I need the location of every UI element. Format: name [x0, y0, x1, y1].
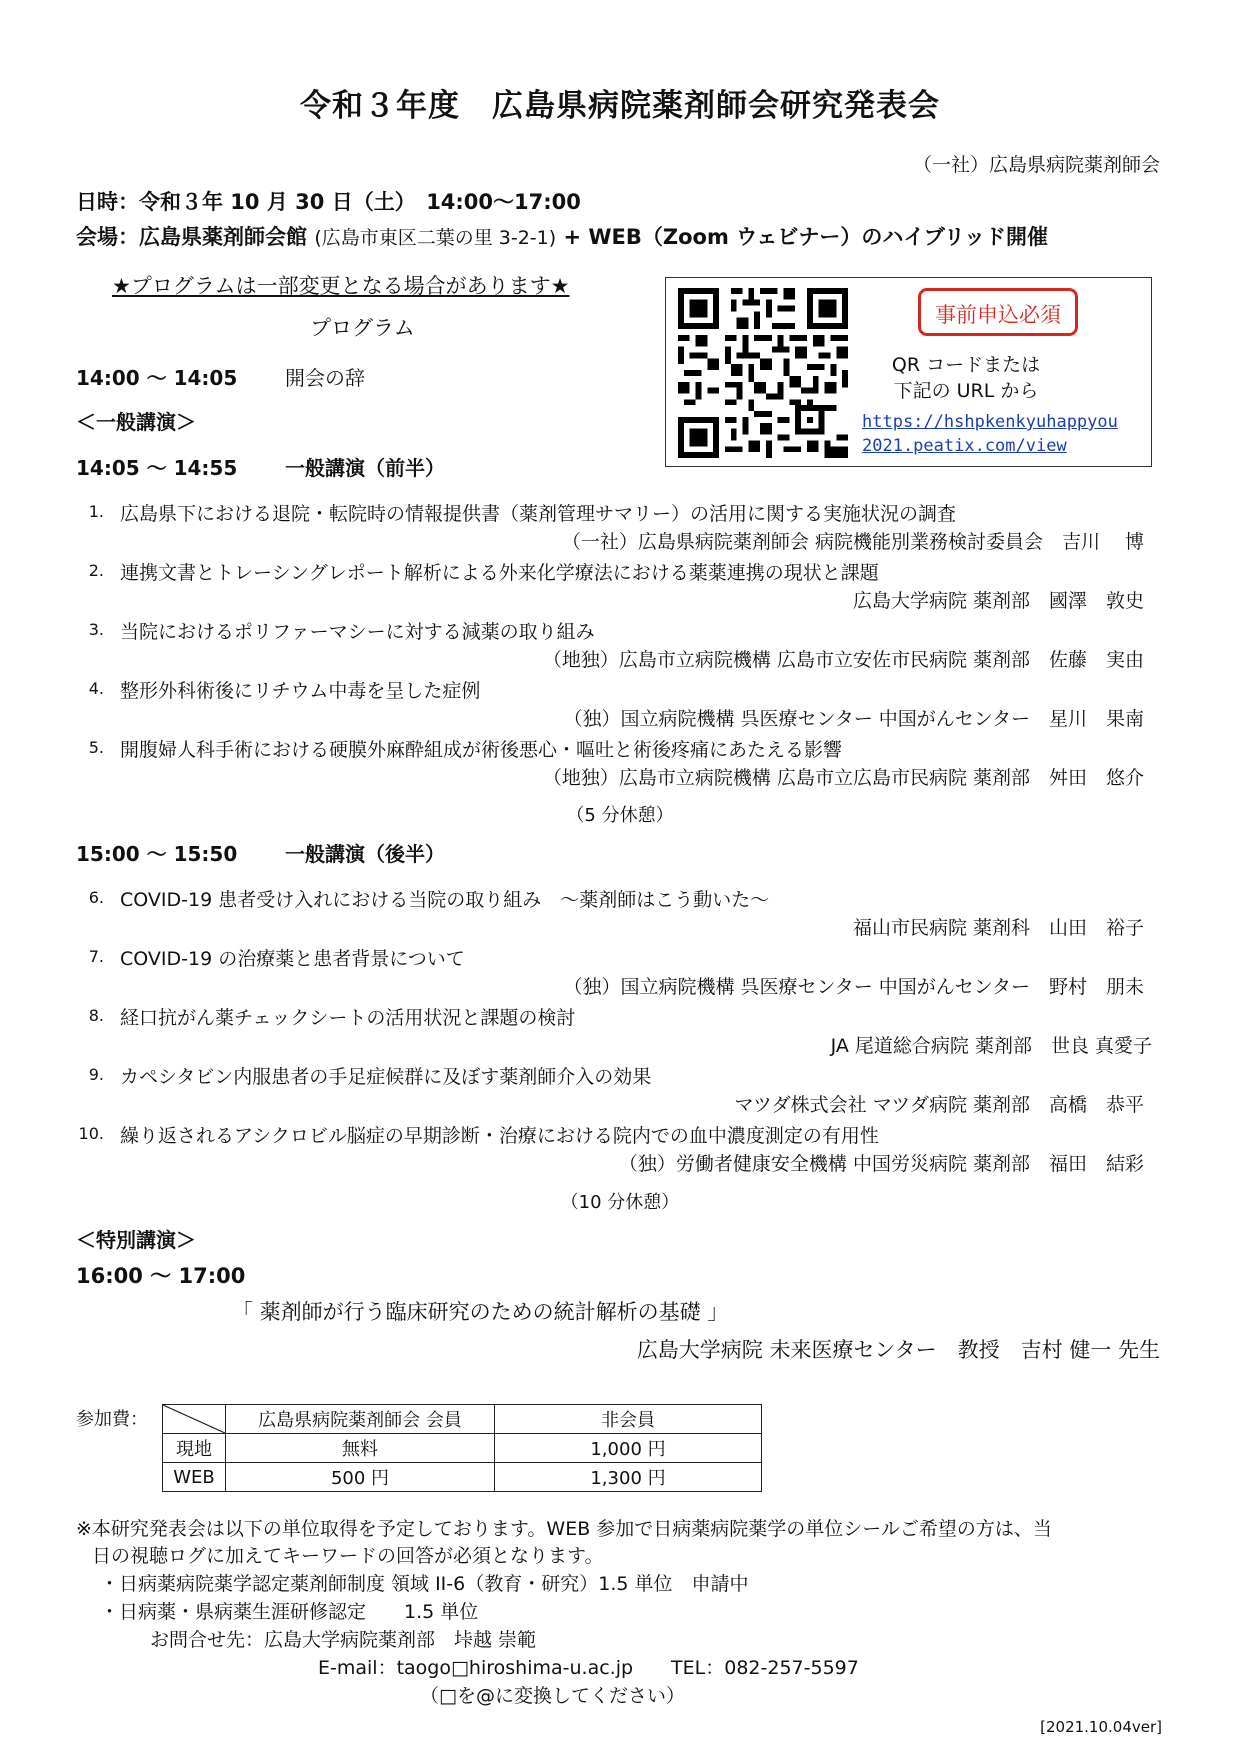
event-venue: [76, 221, 1048, 251]
talk-number: 1.: [88, 502, 104, 521]
first-half-time: 14:05 〜 14:55: [76, 456, 238, 480]
opening-time: 14:00 〜 14:05: [76, 366, 238, 390]
table-row: [163, 1405, 762, 1434]
talk-affiliation: （独）労働者健康安全機構 中国労災病院 薬剤部 福田 結彩: [618, 1153, 1144, 1175]
registration-url-line-2[interactable]: 2021.peatix.com/view: [862, 436, 1067, 456]
fee-member: 500 円: [226, 1463, 495, 1492]
organizer: （一社）広島県病院薬剤師会: [912, 154, 1160, 176]
talk-number: 7.: [88, 947, 104, 966]
talk-number: 2.: [88, 561, 104, 580]
general-lecture-heading: ＜一般講演＞: [76, 410, 196, 434]
break-1: （5 分休憩）: [566, 805, 674, 826]
column-header-member: 広島県病院薬剤師会 会員: [226, 1405, 495, 1434]
corner-cell: [163, 1405, 226, 1434]
talk-affiliation: （一社）広島県病院薬剤師会 病院機能別業務検討委員会 吉川 博: [561, 531, 1144, 553]
credit-item-1: ・日病薬病院薬学認定薬剤師制度 領域 II-6（教育・研究）1.5 単位 申請中: [100, 1573, 749, 1595]
talk-affiliation: （地独）広島市立病院機構 広島市立安佐市民病院 薬剤部 佐藤 実由: [542, 649, 1144, 671]
credit-note-line-1: ※本研究発表会は以下の単位取得を予定しております。WEB 参加で日病薬病院薬学の単位シールご希望の方は、当: [76, 1518, 1052, 1540]
talk-number: 10.: [78, 1124, 104, 1143]
talk-affiliation: （地独）広島市立病院機構 広島市立広島市民病院 薬剤部 舛田 悠介: [542, 767, 1144, 789]
table-row: [163, 1463, 762, 1492]
talk-affiliation: 広島大学病院 薬剤部 國澤 敦史: [852, 590, 1144, 612]
fee-nonmember: 1,300 円: [495, 1463, 762, 1492]
talk-title: 開腹婦人科手術における硬膜外麻酔組成が術後悪心・嘔吐と術後疼痛にあたえる影響: [120, 739, 843, 761]
venue-address: (広島市東区二葉の里 3-2-1): [314, 227, 557, 249]
email-conversion-note: （□を@に変換してください）: [420, 1685, 685, 1707]
break-2: （10 分休憩）: [560, 1192, 680, 1213]
registration-url-line-1[interactable]: https://hshpkenkyuhappyou: [862, 412, 1118, 432]
second-half-time: 15:00 〜 15:50: [76, 842, 238, 866]
talk-number: 3.: [88, 620, 104, 639]
talk-affiliation: JA 尾道総合病院 薬剤部 世良 真愛子: [830, 1035, 1152, 1057]
first-half-label: 一般講演（前半）: [285, 456, 445, 480]
talk-number: 9.: [88, 1065, 104, 1084]
talk-title: 経口抗がん薬チェックシートの活用状況と課題の検討: [120, 1007, 576, 1029]
talk-number: 8.: [88, 1006, 104, 1025]
fee-table: [162, 1404, 762, 1492]
talk-title: 広島県下における退院・転院時の情報提供書（薬剤管理サマリー）の活用に関する実施状況の調査: [120, 503, 957, 525]
fee-type: WEB: [163, 1463, 226, 1492]
contact-email-phone: E-mail：taogo□hiroshima-u.ac.jp TEL：082-257-5597: [318, 1657, 859, 1679]
qr-instruction-1: QR コードまたは: [891, 354, 1041, 376]
opening-label: 開会の辞: [285, 366, 365, 390]
special-lecture-speaker: 広島大学病院 未来医療センター 教授 吉村 健一 先生: [636, 1338, 1160, 1362]
talk-title: 整形外科術後にリチウム中毒を呈した症例: [120, 680, 481, 702]
fee-label: 参加費：: [76, 1409, 148, 1430]
registration-box: [665, 277, 1152, 467]
talk-number: 6.: [88, 888, 104, 907]
talk-number: 4.: [88, 679, 104, 698]
special-lecture-title: 「 薬剤師が行う臨床研究のための統計解析の基礎 」: [232, 1300, 729, 1324]
contact-person: お問合せ先：広島大学病院薬剤部 垰越 崇範: [150, 1629, 537, 1651]
second-half-label: 一般講演（後半）: [285, 842, 445, 866]
talk-affiliation: （独）国立病院機構 呉医療センター 中国がんセンター 野村 朋未: [563, 976, 1144, 998]
talk-title: カペシタビン内服患者の手足症候群に及ぼす薬剤師介入の効果: [120, 1066, 652, 1088]
special-lecture-heading: ＜特別講演＞: [76, 1228, 196, 1252]
credit-item-2: ・日病薬・県病薬生涯研修認定 1.5 単位: [100, 1601, 479, 1623]
page-title: 令和３年度 広島県病院薬剤師会研究発表会: [300, 88, 940, 124]
venue-label: 会場：広島県薬剤師会館: [76, 225, 307, 249]
qr-code-icon[interactable]: [678, 288, 848, 458]
table-row: [163, 1434, 762, 1463]
talk-title: COVID-19 患者受け入れにおける当院の取り組み 〜薬剤師はこう動いた〜: [120, 889, 770, 911]
special-lecture-time: 16:00 〜 17:00: [76, 1264, 246, 1288]
talk-title: COVID-19 の治療薬と患者背景について: [120, 948, 465, 970]
event-datetime: 日時：令和３年 10 月 30 日（土） 14:00〜17:00: [76, 190, 581, 214]
talk-affiliation: 福山市民病院 薬剤科 山田 裕子: [852, 917, 1144, 939]
credit-note-line-2: 日の視聴ログに加えてキーワードの回答が必須となります。: [92, 1545, 604, 1567]
qr-instruction-2: 下記の URL から: [893, 380, 1039, 402]
talk-affiliation: （独）国立病院機構 呉医療センター 中国がんセンター 星川 果南: [563, 708, 1144, 730]
fee-member: 無料: [226, 1434, 495, 1463]
program-title: プログラム: [310, 316, 415, 340]
column-header-nonmember: 非会員: [495, 1405, 762, 1434]
talk-title: 繰り返されるアシクロビル脳症の早期診断・治療における院内での血中濃度測定の有用性: [120, 1125, 879, 1147]
fee-nonmember: 1,000 円: [495, 1434, 762, 1463]
program-change-notice: ★プログラムは一部変更となる場合があります★: [112, 274, 570, 298]
version-stamp: [2021.10.04ver]: [1040, 1718, 1162, 1736]
talk-affiliation: マツダ株式会社 マツダ病院 薬剤部 高橋 恭平: [734, 1094, 1144, 1116]
talk-title: 連携文書とトレーシングレポート解析による外来化学療法における薬薬連携の現状と課題: [120, 562, 879, 584]
pre-registration-badge: 事前申込必須: [918, 288, 1078, 336]
talk-number: 5.: [88, 738, 104, 757]
venue-suffix: + WEB（Zoom ウェビナー）のハイブリッド開催: [563, 225, 1049, 249]
talk-title: 当院におけるポリファーマシーに対する減薬の取り組み: [120, 621, 595, 643]
fee-type: 現地: [163, 1434, 226, 1463]
